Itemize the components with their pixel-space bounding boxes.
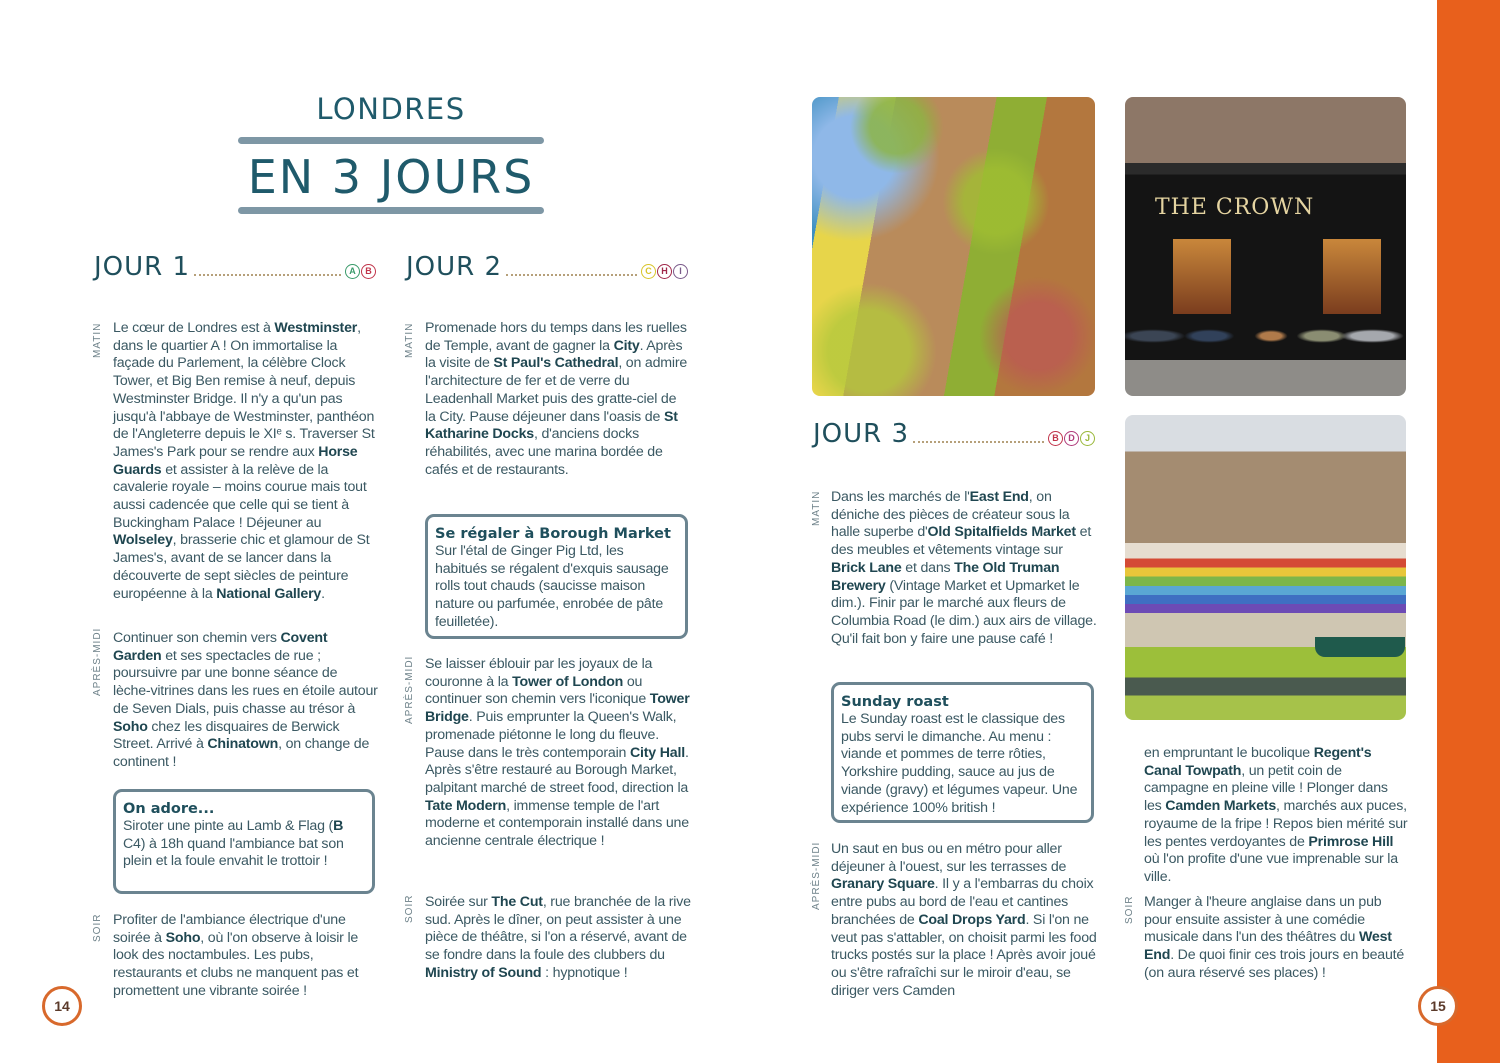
- foliage-overlay: [812, 97, 1095, 396]
- district-badge-i: I: [673, 264, 688, 279]
- day-1-morning-text: Le cœur de Londres est à Westminster, dans le quartier A ! On immortalise la façade du Parlement, la célèbre Clock Tower, et Big Ben remise à neuf, depuis Westminster Bridge. Il n'y a qu'un pas jusqu'à l'abbaye de Westminster, panthéon de l'Angleterre depuis le XIᵉ s. Traverser St James's Park pour se rendre aux Horse Guards et assister à la relève de la cavalerie royale – moins courue mais tout aussi cadencée que celle qui se tient à Buckingham Palace ! Déjeuner au Wolseley, brasserie chic et glamour de St James's, avant de se lancer dans la découverte de sept siècles de peinture européenne à la National Gallery.: [113, 320, 375, 602]
- day-3-afternoon-text-a: Un saut en bus ou en métro pour aller déjeuner à l'ouest, sur les terrasses de Granary Square. Il y a l'embarras du choix entre pubs au bord de l'eau et cantines branchées de Coal Drops Yard. Si l'on ne veut pas s'attabler, on choisit parmi les food trucks postés sur la place ! Après avoir joué ou s'être rafraîchi sur le miroir d'eau, se diriger vers Camden: [831, 841, 1097, 999]
- district-badge-j: J: [1080, 431, 1095, 446]
- district-badge-b: B: [1048, 431, 1063, 446]
- tip-body: Sur l'étal de Ginger Pig Ltd, les habitués se régalent d'exquis sausage rolls tout chauds (saucisse maison nature ou parfumée, enrobée de pâte feuilletée).: [435, 543, 669, 630]
- label-evening: SOIR: [92, 913, 103, 942]
- title-divider-bottom: [238, 207, 544, 214]
- dotted-leader: [194, 274, 341, 276]
- tip-body: Le Sunday roast est le classique des pubs servi le dimanche. Au menu : viande et pommes de terre rôties, Yorkshire pudding, sauce au jus de viande (gravy) et légumes vapeur. Une expérience 100% british !: [841, 711, 1078, 816]
- day-1-evening-text: Profiter de l'ambiance électrique d'une soirée à Soho, où l'on observe à loisir le look des noctambules. Les pubs, restaurants et clubs ne manquent pas et promettent une vibrante soirée !: [113, 912, 359, 999]
- day-3-header: [813, 417, 1095, 449]
- tip-box-sunday-roast: [831, 682, 1094, 823]
- title-city: LONDRES: [316, 92, 466, 126]
- tip-title: Se régaler à Borough Market: [435, 526, 671, 542]
- day-3-evening-text: Manger à l'heure anglaise dans un pub pour ensuite assister à une comédie musicale dans l'un des théâtres du West End. De quoi finir ces trois jours en beauté (on aura réservé ses places) !: [1144, 894, 1405, 981]
- orange-page-band: [1437, 0, 1500, 1063]
- tip-body: Siroter une pinte au Lamb & Flag (B C4) à 18h quand l'ambiance bat son plein et la foule envahit le trottoir !: [123, 818, 344, 870]
- page-number-left: 14: [42, 986, 82, 1026]
- photo-the-crown-pub: [1125, 97, 1406, 396]
- label-evening: SOIR: [1124, 895, 1135, 924]
- district-badge-c: C: [641, 264, 656, 279]
- label-morning: MATIN: [404, 322, 415, 358]
- tip-title: Sunday roast: [841, 694, 949, 710]
- day-3-afternoon-text-b: en empruntant le bucolique Regent's Canal Towpath, un petit coin de campagne en pleine ville ! Plonger dans les Camden Markets, marchés aux puces, royaume de la fripe ! Repos bien mérité sur les pentes verdoyantes de Primrose Hill où l'on profite d'une vue imprenable sur la ville.: [1144, 745, 1408, 885]
- day-2-evening-text: Soirée sur The Cut, rue branchée de la rive sud. Après le dîner, on peut assister à une pièce de théâtre, si l'on a réservé, avant de se fondre dans la foule des clubbers du Ministry of Sound : hypnotique !: [425, 894, 691, 981]
- district-badge-b: B: [361, 264, 376, 279]
- tip-title: On adore...: [123, 801, 215, 817]
- dotted-leader: [506, 274, 637, 276]
- day-2-afternoon-text: Se laisser éblouir par les joyaux de la couronne à la Tower of London ou continuer son chemin vers l'iconique Tower Bridge. Puis emprunter la Queen's Walk, promenade piétonne le long du fleuve. Pause dans le très contemporain City Hall. Après s'être restauré au Borough Market, palpitant marché de street food, direction la Tate Modern, immense temple de l'art moderne et contemporain installé dans une ancienne centrale électrique !: [425, 656, 690, 850]
- label-afternoon: APRÈS-MIDI: [811, 841, 822, 910]
- day-2-morning-text: Promenade hors du temps dans les ruelles de Temple, avant de gagner la City. Après la visite de St Paul's Cathedral, on admire l'architecture de fer et de verre du Leadenhall Market puis des gratte-ciel de la City. Pause déjeuner dans l'oasis de St Katharine Docks, d'anciens docks réhabilités, avec une marina bordée de cafés et de restaurants.: [425, 320, 688, 478]
- label-afternoon: APRÈS-MIDI: [92, 627, 103, 696]
- canal-boat: [1315, 637, 1405, 657]
- tip-box-borough-market: [425, 514, 688, 639]
- district-badges: [345, 264, 376, 279]
- district-badge-d: D: [1064, 431, 1079, 446]
- photo-granary-square: [1125, 415, 1406, 720]
- day-3-morning-text: Dans les marchés de l'East End, on déniche des pièces de créateur sous la halle superbe d'Old Spitalfields Market et des meubles et vêtements vintage sur Brick Lane et dans The Old Truman Brewery (Vintage Market et Upmarket le dim.). Finir par le marché aux fleurs de Columbia Road (le dim.) aux airs de village. Qu'il fait bon y faire une pause café !: [831, 489, 1097, 647]
- label-morning: MATIN: [811, 490, 822, 526]
- district-badge-h: H: [657, 264, 672, 279]
- day-2-title: JOUR 2: [406, 252, 503, 282]
- label-morning: MATIN: [92, 322, 103, 358]
- district-badge-a: A: [345, 264, 360, 279]
- label-evening: SOIR: [404, 894, 415, 923]
- people-crowd: [1125, 282, 1406, 372]
- label-afternoon: APRÈS-MIDI: [404, 655, 415, 724]
- day-3-title: JOUR 3: [813, 419, 910, 449]
- day-1-header: [94, 250, 376, 282]
- day-1-afternoon-text: Continuer son chemin vers Covent Garden et ses spectacles de rue ; poursuivre par une bonne séance de lèche-vitrines dans les rues en étoile autour de Seven Dials, puis chasse au trésor à Soho chez les disquaires de Berwick Street. Arrivé à Chinatown, on change de continent !: [113, 630, 378, 770]
- day-1-title: JOUR 1: [94, 252, 191, 282]
- day-2-header: [406, 250, 688, 282]
- photo-neal-yard: [812, 97, 1095, 396]
- title-divider-top: [238, 137, 544, 144]
- page-number-right: 15: [1418, 986, 1458, 1026]
- dotted-leader: [913, 441, 1044, 443]
- crown-pub-sign: THE CROWN: [1155, 195, 1315, 220]
- tip-box-on-adore: [113, 789, 375, 894]
- district-badges: [641, 264, 688, 279]
- district-badges: [1048, 431, 1095, 446]
- page-title: EN 3 JOURS: [247, 150, 535, 204]
